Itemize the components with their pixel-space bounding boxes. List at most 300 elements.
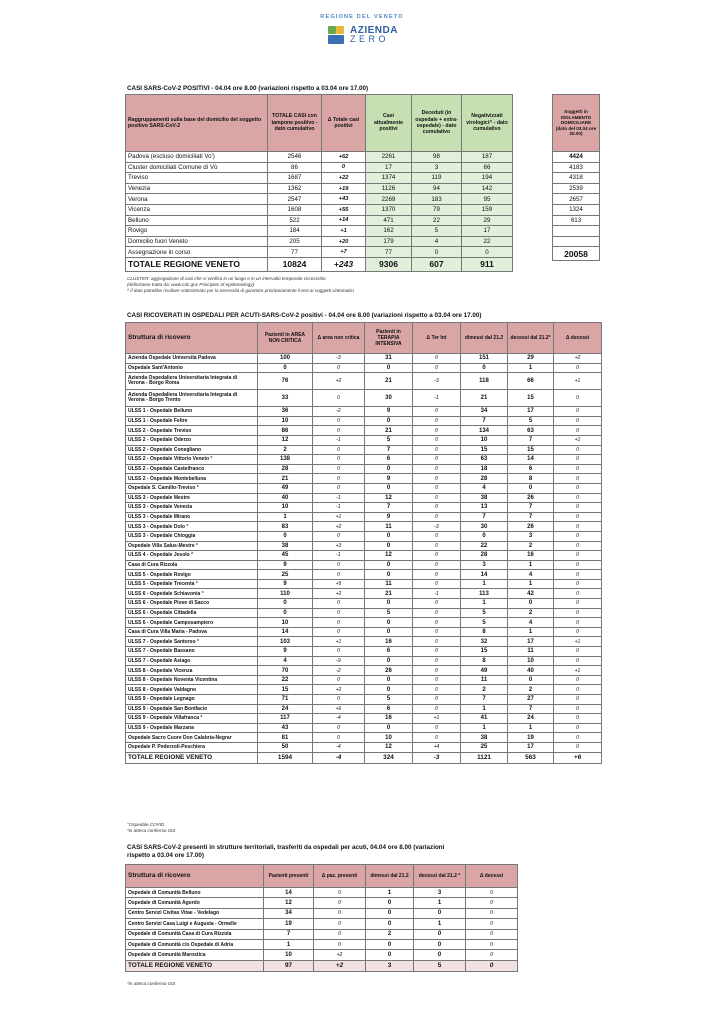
- table-cell: 1: [461, 599, 508, 609]
- table-cell: 0: [313, 647, 365, 657]
- row-label: ULSS 8 - Ospedale Vicenza: [126, 666, 258, 676]
- table-cell: 0: [413, 599, 461, 609]
- table-cell: 0: [466, 950, 518, 960]
- table-cell: 86: [258, 426, 313, 436]
- col-header: Δ Totale casi positivi: [322, 95, 366, 152]
- table-cell: 0: [365, 531, 413, 541]
- table-cell: 0: [508, 675, 554, 685]
- table-row: [553, 173, 600, 184]
- table-cell: 0: [313, 455, 365, 465]
- table-cell: 1: [414, 898, 466, 908]
- table-row: [126, 531, 602, 541]
- table-cell: 0: [313, 531, 365, 541]
- table-cell: 11: [461, 675, 508, 685]
- table-cell: 0: [554, 656, 602, 666]
- col-header: decessi dal 21.2 *: [414, 865, 466, 888]
- table-cell: 0: [466, 929, 518, 939]
- total-cell: +243: [322, 257, 366, 271]
- table-cell: 2: [461, 685, 508, 695]
- azienda-zero-logo-icon: [326, 24, 346, 46]
- table-row: [553, 204, 600, 215]
- note: ^ il dato potrebbe risultare sottostimato per la necessità di garantire prioritariamente il test ai soggetti sintomatici: [127, 288, 354, 293]
- table-cell: 6: [508, 464, 554, 474]
- total-cell: -3: [413, 752, 461, 763]
- table-cell: 2269: [366, 194, 412, 205]
- table-row: [126, 579, 602, 589]
- table-cell: 5: [508, 416, 554, 426]
- table-cell: 0: [366, 919, 414, 929]
- table-cell: 0: [508, 599, 554, 609]
- table-cell: 2: [508, 685, 554, 695]
- table-row: [126, 695, 602, 705]
- col-header: Struttura di ricovero: [126, 323, 258, 354]
- col-header: Raggruppamenti sulla base del domicilio del soggetto positivo SARS-CoV-2: [126, 95, 268, 152]
- table-row: [126, 950, 518, 960]
- table-row: [126, 236, 513, 247]
- table-cell: 0: [554, 714, 602, 724]
- table-cell: 0: [365, 363, 413, 373]
- table-row: [126, 522, 602, 532]
- table-cell: 0: [412, 247, 462, 258]
- table-cell: 10: [264, 950, 314, 960]
- table-cell: 0: [554, 675, 602, 685]
- table-cell: 10: [258, 503, 313, 513]
- table-cell: +1: [554, 637, 602, 647]
- table-cell: 66: [462, 162, 513, 173]
- table-row: [126, 373, 602, 390]
- row-label: Ospedale Sant'Antonio: [126, 363, 258, 373]
- table-cell: 0: [365, 416, 413, 426]
- table-cell: 0: [313, 363, 365, 373]
- table-row: [126, 919, 518, 929]
- table-cell: 0: [413, 503, 461, 513]
- row-label: Vicenza: [126, 204, 268, 215]
- section3-title-line: CASI SARS-CoV-2 presenti in strutture territoriali, trasferiti da ospedali per acuti, 04.04 ore 8.00 (variazioni: [127, 844, 445, 851]
- col-header: Δ paz. presenti: [314, 865, 366, 888]
- row-label: ULSS 9 - Ospedale Legnago: [126, 695, 258, 705]
- col-header: Δ decessi: [466, 865, 518, 888]
- table-cell: -1: [313, 551, 365, 561]
- table-cell: 0: [365, 560, 413, 570]
- table-cell: 3: [412, 162, 462, 173]
- table-cell: 77: [268, 247, 322, 258]
- table-cell: 0: [554, 503, 602, 513]
- table-cell: 0: [554, 416, 602, 426]
- table-cell: 14: [258, 627, 313, 637]
- table-row: [126, 363, 602, 373]
- table-cell: 12: [365, 742, 413, 752]
- table-row: [126, 162, 513, 173]
- row-label: ULSS 8 - Ospedale Noventa Vicentina: [126, 675, 258, 685]
- table-cell: -1: [413, 390, 461, 407]
- table-cell: 0: [413, 666, 461, 676]
- total-label: TOTALE REGIONE VENETO: [126, 960, 264, 971]
- table-cell: 3: [414, 888, 466, 898]
- table-cell: 9: [365, 512, 413, 522]
- table-cell: 0: [554, 685, 602, 695]
- row-label: Ospedale di Comunità Casa di Cura Rizzola: [126, 929, 264, 939]
- table-cell: -1: [313, 493, 365, 503]
- table-row: [126, 908, 518, 918]
- page-header: [0, 14, 724, 46]
- table-cell: 8: [461, 656, 508, 666]
- table-cell: 30: [461, 522, 508, 532]
- table-cell: 162: [366, 226, 412, 237]
- table-cell: +2: [313, 589, 365, 599]
- table-cell: 0: [414, 908, 466, 918]
- col-header: Negativizzati virologici^ - dato cumulativo: [462, 95, 513, 152]
- table-header-row: [126, 95, 513, 152]
- table-cell: 1: [508, 560, 554, 570]
- row-label: Assegnazione in corso: [126, 247, 268, 258]
- table-cell: 4: [412, 236, 462, 247]
- table-cell: 0: [365, 464, 413, 474]
- table-cell: -1: [313, 503, 365, 513]
- table-cell: 0: [313, 695, 365, 705]
- table-cell: 1126: [366, 183, 412, 194]
- table-row: [126, 390, 602, 407]
- table-cell: 0: [365, 483, 413, 493]
- table-cell: 11: [365, 579, 413, 589]
- table-cell: 1687: [268, 173, 322, 184]
- table-cell: 26: [508, 522, 554, 532]
- table-row: [126, 503, 602, 513]
- row-label: Verona: [126, 194, 268, 205]
- table-row: [126, 204, 513, 215]
- table-cell: 103: [258, 637, 313, 647]
- total-cell: 911: [462, 257, 513, 271]
- table-cell: 21: [258, 474, 313, 484]
- table-cell: 19: [264, 919, 314, 929]
- table-cell: 0: [413, 723, 461, 733]
- table-cell: 98: [412, 152, 462, 163]
- table-cell: 0: [554, 407, 602, 417]
- table-cell: [553, 226, 600, 237]
- table-cell: +3: [313, 541, 365, 551]
- table-cell: 0: [413, 531, 461, 541]
- table-cell: 0: [413, 560, 461, 570]
- table-cell: 22: [462, 236, 513, 247]
- table-cell: 0: [554, 704, 602, 714]
- table-cell: 0: [314, 929, 366, 939]
- table-cell: 0: [366, 939, 414, 949]
- table-cell: 134: [461, 426, 508, 436]
- table-cell: 138: [258, 455, 313, 465]
- table-cell: 1: [461, 704, 508, 714]
- table-cell: 2: [508, 541, 554, 551]
- table-cell: 0: [413, 445, 461, 455]
- col-header: Struttura di ricovero: [126, 865, 264, 888]
- col-header: Pazienti in AREA NON CRITICA: [258, 323, 313, 354]
- table-cell: 5: [461, 608, 508, 618]
- table-cell: [553, 236, 600, 247]
- table-cell: 179: [366, 236, 412, 247]
- table-cell: 0: [313, 426, 365, 436]
- row-label: ULSS 1 - Ospedale Feltre: [126, 416, 258, 426]
- table-row: [126, 541, 602, 551]
- total-cell: 0: [466, 960, 518, 971]
- table-cell: 0: [365, 656, 413, 666]
- table-cell: 10: [258, 416, 313, 426]
- table-cell: 0: [413, 733, 461, 743]
- table-cell: 30: [365, 390, 413, 407]
- table-cell: 26: [365, 666, 413, 676]
- table-cell: 14: [508, 455, 554, 465]
- row-label: ULSS 2 - Ospedale Conegliano: [126, 445, 258, 455]
- table-row: [126, 474, 602, 484]
- table-row: [126, 666, 602, 676]
- table-cell: 9: [258, 579, 313, 589]
- table-cell: 0: [554, 742, 602, 752]
- table-cell: 0: [466, 898, 518, 908]
- table-cell: 12: [365, 551, 413, 561]
- table-cell: 22: [461, 541, 508, 551]
- table-cell: 6: [365, 455, 413, 465]
- section2-notes: [127, 822, 175, 834]
- col-header: Casi attualmente positivi: [366, 95, 412, 152]
- table-cell: 0: [413, 608, 461, 618]
- table-cell: 0: [313, 483, 365, 493]
- table-cell: +2: [313, 373, 365, 390]
- table-cell: 28: [461, 551, 508, 561]
- total-row: [126, 960, 518, 971]
- table-row: [553, 183, 600, 194]
- table-cell: 15: [258, 685, 313, 695]
- table-cell: 0: [413, 435, 461, 445]
- table-cell: 43: [258, 723, 313, 733]
- row-label: ULSS 4 - Ospedale Jesolo °: [126, 551, 258, 561]
- table-cell: 0: [461, 531, 508, 541]
- table-cell: 0: [554, 560, 602, 570]
- row-label: ULSS 3 - Ospedale Chioggia: [126, 531, 258, 541]
- row-label: ULSS 9 - Ospedale Marzana: [126, 723, 258, 733]
- table-row: [126, 637, 602, 647]
- table-cell: 15: [508, 445, 554, 455]
- table-cell: 33: [258, 390, 313, 407]
- table-cell: 38: [461, 493, 508, 503]
- table-cell: +1: [554, 373, 602, 390]
- table-header-row: [126, 323, 602, 354]
- table-cell: 0: [365, 570, 413, 580]
- total-cell: 20058: [553, 247, 600, 261]
- table-cell: 0: [413, 647, 461, 657]
- table-cell: 36: [258, 407, 313, 417]
- note: CLUSTER: aggregazione di casi che si verifica in un luogo e in un intervallo temporale circoscritto: [127, 276, 326, 281]
- table-row: [126, 589, 602, 599]
- table-cell: 7: [365, 503, 413, 513]
- table-cell: 28: [258, 464, 313, 474]
- table-cell: -1: [413, 589, 461, 599]
- table-cell: 7: [508, 503, 554, 513]
- table-cell: 0: [258, 599, 313, 609]
- total-label: TOTALE REGIONE VENETO: [126, 752, 258, 763]
- table-cell: 0: [413, 551, 461, 561]
- table-row: [126, 675, 602, 685]
- table-cell: 21: [365, 589, 413, 599]
- table-cell: 1324: [553, 204, 600, 215]
- row-label: Azienda Ospedaliera Universitaria Integrata di Verona - Borgo Roma: [126, 373, 258, 390]
- table-cell: 21: [365, 426, 413, 436]
- section2-title: CASI RICOVERATI IN OSPEDALI PER ACUTI-SARS-CoV-2 positivi - 04.04 ore 8.00 (variazioni rispetto a 03.04 ore 17.00): [127, 312, 482, 319]
- table-cell: 86: [268, 162, 322, 173]
- table-cell: 4318: [553, 173, 600, 184]
- table-cell: 151: [461, 354, 508, 364]
- table-cell: 40: [258, 493, 313, 503]
- table-cell: 15: [508, 390, 554, 407]
- row-label: Padova (escluso domiciliati Vo'): [126, 152, 268, 163]
- table-cell: 11: [365, 522, 413, 532]
- row-label: ULSS 6 - Ospedale Cittadella: [126, 608, 258, 618]
- table-cell: 77: [366, 247, 412, 258]
- row-label: Domicilio fuori Veneto: [126, 236, 268, 247]
- row-label: ULSS 9 - Ospedale Villafranca °: [126, 714, 258, 724]
- table-cell: 17: [508, 742, 554, 752]
- table-cell: +1: [554, 666, 602, 676]
- table-cell: 0: [313, 390, 365, 407]
- table-cell: +1: [554, 435, 602, 445]
- table-row: [126, 627, 602, 637]
- table-cell: 24: [258, 704, 313, 714]
- table-row: [126, 247, 513, 258]
- table-cell: 0: [413, 637, 461, 647]
- table-row: [126, 426, 602, 436]
- row-label: Azienda Ospedale Università Padova: [126, 354, 258, 364]
- table-cell: 0: [365, 685, 413, 695]
- table-cell: 71: [258, 695, 313, 705]
- table-row: [126, 215, 513, 226]
- table-cell: 1: [414, 919, 466, 929]
- table-row: [553, 215, 600, 226]
- table-cell: 0: [413, 426, 461, 436]
- table-cell: 100: [258, 354, 313, 364]
- row-label: ULSS 2 - Ospedale Treviso: [126, 426, 258, 436]
- table-cell: 42: [508, 589, 554, 599]
- table-cell: 38: [258, 541, 313, 551]
- table-cell: 10: [461, 435, 508, 445]
- table-cell: 0: [413, 675, 461, 685]
- table-cell: 45: [258, 551, 313, 561]
- table-cell: 0: [314, 919, 366, 929]
- table-row: [126, 416, 602, 426]
- total-cell: 9306: [366, 257, 412, 271]
- table-cell: +2: [313, 685, 365, 695]
- table-cell: +19: [322, 183, 366, 194]
- total-cell: 5: [414, 960, 466, 971]
- row-label: Azienda Ospedaliera Universitaria Integrata di Verona - Borgo Trento: [126, 390, 258, 407]
- table-cell: 2: [508, 608, 554, 618]
- table-header-row: [126, 865, 518, 888]
- row-label: ULSS 8 - Ospedale Valdagno: [126, 685, 258, 695]
- table-cell: 0: [313, 560, 365, 570]
- col-header: Deceduti (in ospedale + extra-ospedale) - dato cumulativo: [412, 95, 462, 152]
- table-cell: 0: [462, 247, 513, 258]
- table-cell: 2546: [268, 152, 322, 163]
- table-cell: 0: [313, 618, 365, 628]
- table-cell: 117: [258, 714, 313, 724]
- table-cell: 0: [313, 627, 365, 637]
- table-cell: 12: [258, 435, 313, 445]
- table-cell: 0: [314, 908, 366, 918]
- table-cell: 28: [461, 474, 508, 484]
- table-row: [126, 512, 602, 522]
- row-label: Ospedale Sacro Cuore Don Calabria-Negrar: [126, 733, 258, 743]
- table-cell: 41: [461, 714, 508, 724]
- table-row: [126, 647, 602, 657]
- table-cell: 0: [314, 939, 366, 949]
- table-cell: 0: [313, 733, 365, 743]
- table-cell: 110: [258, 589, 313, 599]
- table-row: [126, 898, 518, 908]
- table-cell: 0: [322, 162, 366, 173]
- table-row: [126, 560, 602, 570]
- total-cell: 324: [365, 752, 413, 763]
- table-cell: 34: [461, 407, 508, 417]
- section3-notes: [127, 981, 175, 987]
- table-cell: -4: [313, 742, 365, 752]
- table-cell: 19: [508, 733, 554, 743]
- col-header: decessi dal 21.2*: [508, 323, 554, 354]
- table-cell: 0: [466, 908, 518, 918]
- table-row: [126, 354, 602, 364]
- table-cell: 1370: [366, 204, 412, 215]
- positive-cases-table: [125, 94, 513, 272]
- brand-bottom: ZERO: [350, 34, 390, 44]
- col-header: Δ Ter Int: [413, 323, 461, 354]
- table-row: [553, 162, 600, 173]
- table-cell: -3: [313, 354, 365, 364]
- row-label: ULSS 7 - Ospedale Bassano: [126, 647, 258, 657]
- row-label: ULSS 7 - Ospedale Asiago: [126, 656, 258, 666]
- table-row: [126, 714, 602, 724]
- table-row: [126, 704, 602, 714]
- home-isolation-table: [552, 94, 600, 261]
- row-label: ULSS 6 - Ospedale Piove di Sacco: [126, 599, 258, 609]
- table-cell: 0: [554, 426, 602, 436]
- row-label: Cluster domiciliati Comune di Vò: [126, 162, 268, 173]
- note: *in attesa conferma ISS: [127, 828, 176, 833]
- table-cell: 13: [461, 503, 508, 513]
- col-header: Pazienti presenti: [264, 865, 314, 888]
- table-cell: 1: [508, 723, 554, 733]
- section1-title: CASI SARS-CoV-2 POSITIVI - 04.04 ore 8.00 (variazioni rispetto a 03.04 ore 17.00): [127, 85, 369, 92]
- table-cell: 0: [554, 608, 602, 618]
- table-cell: 0: [313, 675, 365, 685]
- table-cell: 0: [554, 579, 602, 589]
- table-cell: 25: [461, 742, 508, 752]
- table-cell: 7: [508, 435, 554, 445]
- table-cell: 118: [461, 373, 508, 390]
- table-row: [126, 464, 602, 474]
- total-cell: 563: [508, 752, 554, 763]
- table-cell: 76: [258, 373, 313, 390]
- note: *in attesa conferma ISS: [127, 981, 176, 986]
- region-label: REGIONE DEL VENETO: [320, 14, 404, 20]
- table-cell: 0: [414, 950, 466, 960]
- table-cell: 1: [258, 512, 313, 522]
- table-cell: 7: [508, 512, 554, 522]
- table-cell: 15: [461, 647, 508, 657]
- table-row: [126, 435, 602, 445]
- table-cell: 6: [365, 704, 413, 714]
- table-cell: 26: [508, 493, 554, 503]
- table-cell: 0: [461, 363, 508, 373]
- total-cell: 3: [366, 960, 414, 971]
- table-cell: 3: [508, 531, 554, 541]
- table-cell: 7: [365, 445, 413, 455]
- table-cell: 0: [314, 898, 366, 908]
- table-cell: 205: [268, 236, 322, 247]
- table-cell: 4: [508, 570, 554, 580]
